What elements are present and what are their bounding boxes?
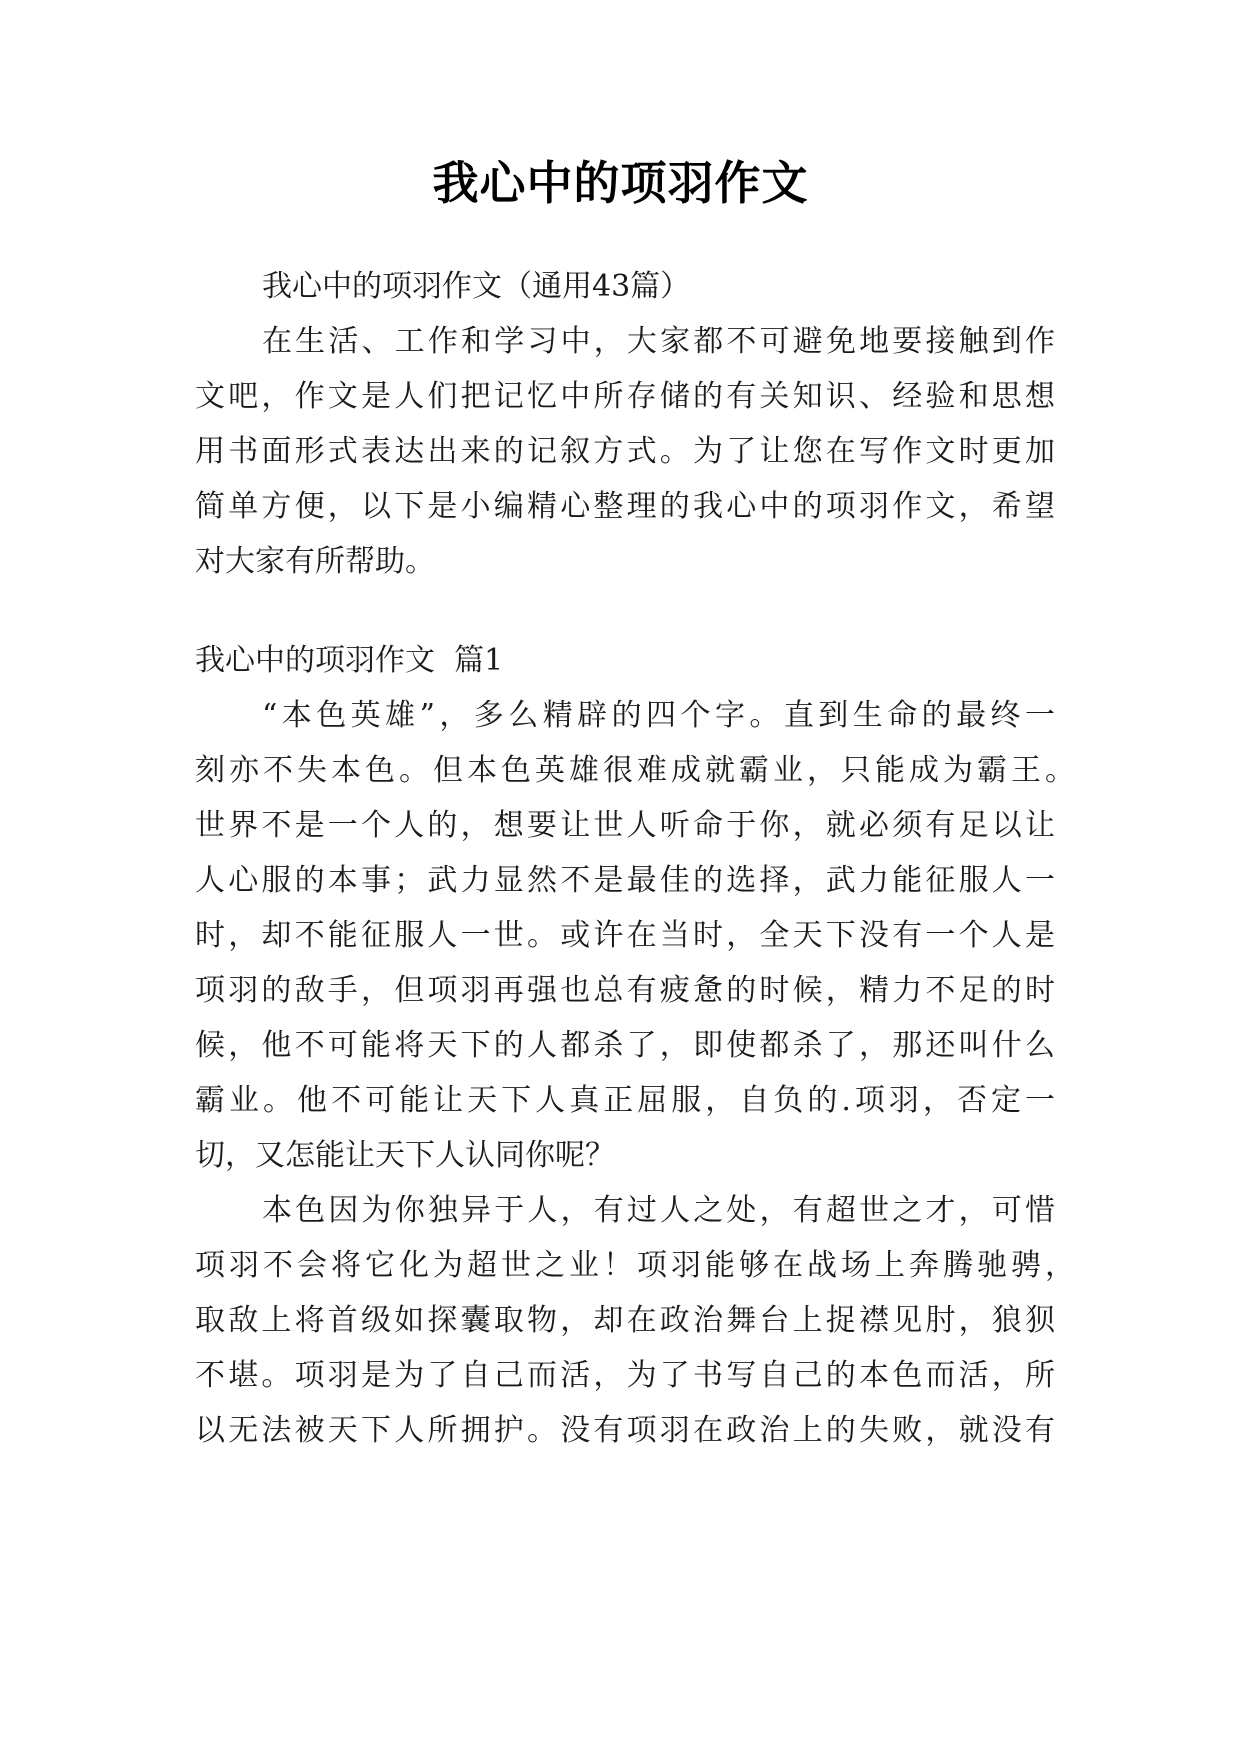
intro-line: 文吧，作文是人们把记忆中所存储的有关知识、经验和思想 bbox=[195, 379, 1055, 414]
intro-line: 在生活、工作和学习中，大家都不可避免地要接触到作 bbox=[262, 324, 1055, 359]
paragraph-line: 项羽的敌手，但项羽再强也总有疲惫的时候，精力不足的时 bbox=[195, 973, 1055, 1008]
document-subtitle: 我心中的项羽作文（通用43篇） bbox=[262, 269, 691, 304]
paragraph-line: “本色英雄”，多么精辟的四个字。直到生命的最终一 bbox=[262, 698, 1055, 733]
paragraph-line: 切，又怎能让天下人认同你呢？ bbox=[195, 1138, 615, 1173]
paragraph-line: 候，他不可能将天下的人都杀了，即使都杀了，那还叫什么 bbox=[195, 1028, 1055, 1063]
paragraph-line: 不堪。项羽是为了自己而活，为了书写自己的本色而活，所 bbox=[195, 1358, 1055, 1393]
paragraph-line: 项羽不会将它化为超世之业！项羽能够在战场上奔腾驰骋， bbox=[195, 1248, 1075, 1283]
intro-line: 对大家有所帮助。 bbox=[195, 544, 435, 579]
paragraph-line: 刻亦不失本色。但本色英雄很难成就霸业，只能成为霸王。 bbox=[195, 753, 1075, 788]
paragraph-line: 霸业。他不可能让天下人真正屈服，自负的.项羽，否定一 bbox=[195, 1083, 1055, 1118]
intro-line: 用书面形式表达出来的记叙方式。为了让您在写作文时更加 bbox=[195, 434, 1055, 469]
section-heading: 我心中的项羽作文 篇1 bbox=[195, 643, 504, 678]
paragraph-line: 取敌上将首级如探囊取物，却在政治舞台上捉襟见肘，狼狈 bbox=[195, 1303, 1055, 1338]
document-title: 我心中的项羽作文 bbox=[432, 156, 809, 210]
intro-line: 简单方便，以下是小编精心整理的我心中的项羽作文，希望 bbox=[195, 489, 1055, 524]
paragraph-line: 本色因为你独异于人，有过人之处，有超世之才，可惜 bbox=[262, 1193, 1055, 1228]
paragraph-line: 世界不是一个人的，想要让世人听命于你，就必须有足以让 bbox=[195, 808, 1055, 843]
paragraph-line: 以无法被天下人所拥护。没有项羽在政治上的失败，就没有 bbox=[195, 1413, 1055, 1448]
paragraph-line: 人心服的本事；武力显然不是最佳的选择，武力能征服人一 bbox=[195, 863, 1055, 898]
paragraph-line: 时，却不能征服人一世。或许在当时，全天下没有一个人是 bbox=[195, 918, 1055, 953]
